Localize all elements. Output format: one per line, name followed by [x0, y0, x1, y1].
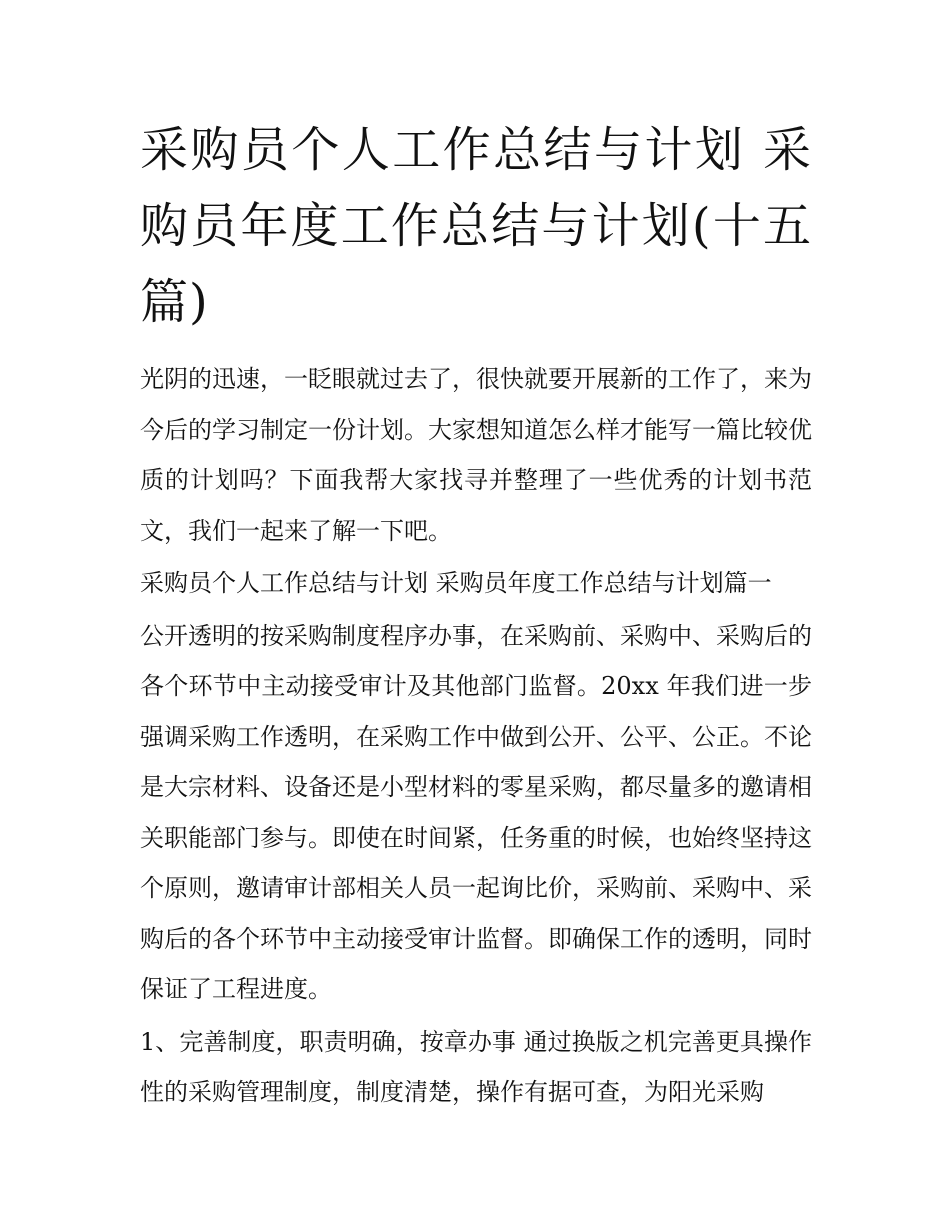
- document-page: [140, 112, 812, 1120]
- list-item-1: 1、完善制度，职责明确，按章办事 通过换版之机完善更具操作性的采购管理制度，制度清楚，操作有据可查，为阳光采购: [140, 1027, 812, 1106]
- body-paragraph: 公开透明的按采购制度程序办事，在采购前、采购中、采购后的各个环节中主动接受审计及其他部门监督。20xx 年我们进一步强调采购工作透明，在采购工作中做到公开、公平、公正。不论是大宗材料、设备还是小型材料的零星采购，都尽量多的邀请相关职能部门参与。即使在时间紧，任务重的时候，也始终坚持这个原则，邀请审计部相关人员一起询比价，采购前、采购中、采购后的各个环节中主动接受审计监督。即确保工作的透明，同时保证了工程进度。: [140, 621, 812, 1003]
- intro-paragraph: 光阴的迅速，一眨眼就过去了，很快就要开展新的工作了，来为今后的学习制定一份计划。大家想知道怎么样才能写一篇比较优质的计划吗？下面我帮大家找寻并整理了一些优秀的计划书范文，我们一起来了解一下吧。: [140, 365, 812, 545]
- section-heading: 采购员个人工作总结与计划 采购员年度工作总结与计划篇一: [140, 569, 772, 597]
- document-title: 采购员个人工作总结与计划 采购员年度工作总结与计划(十五篇): [140, 122, 812, 330]
